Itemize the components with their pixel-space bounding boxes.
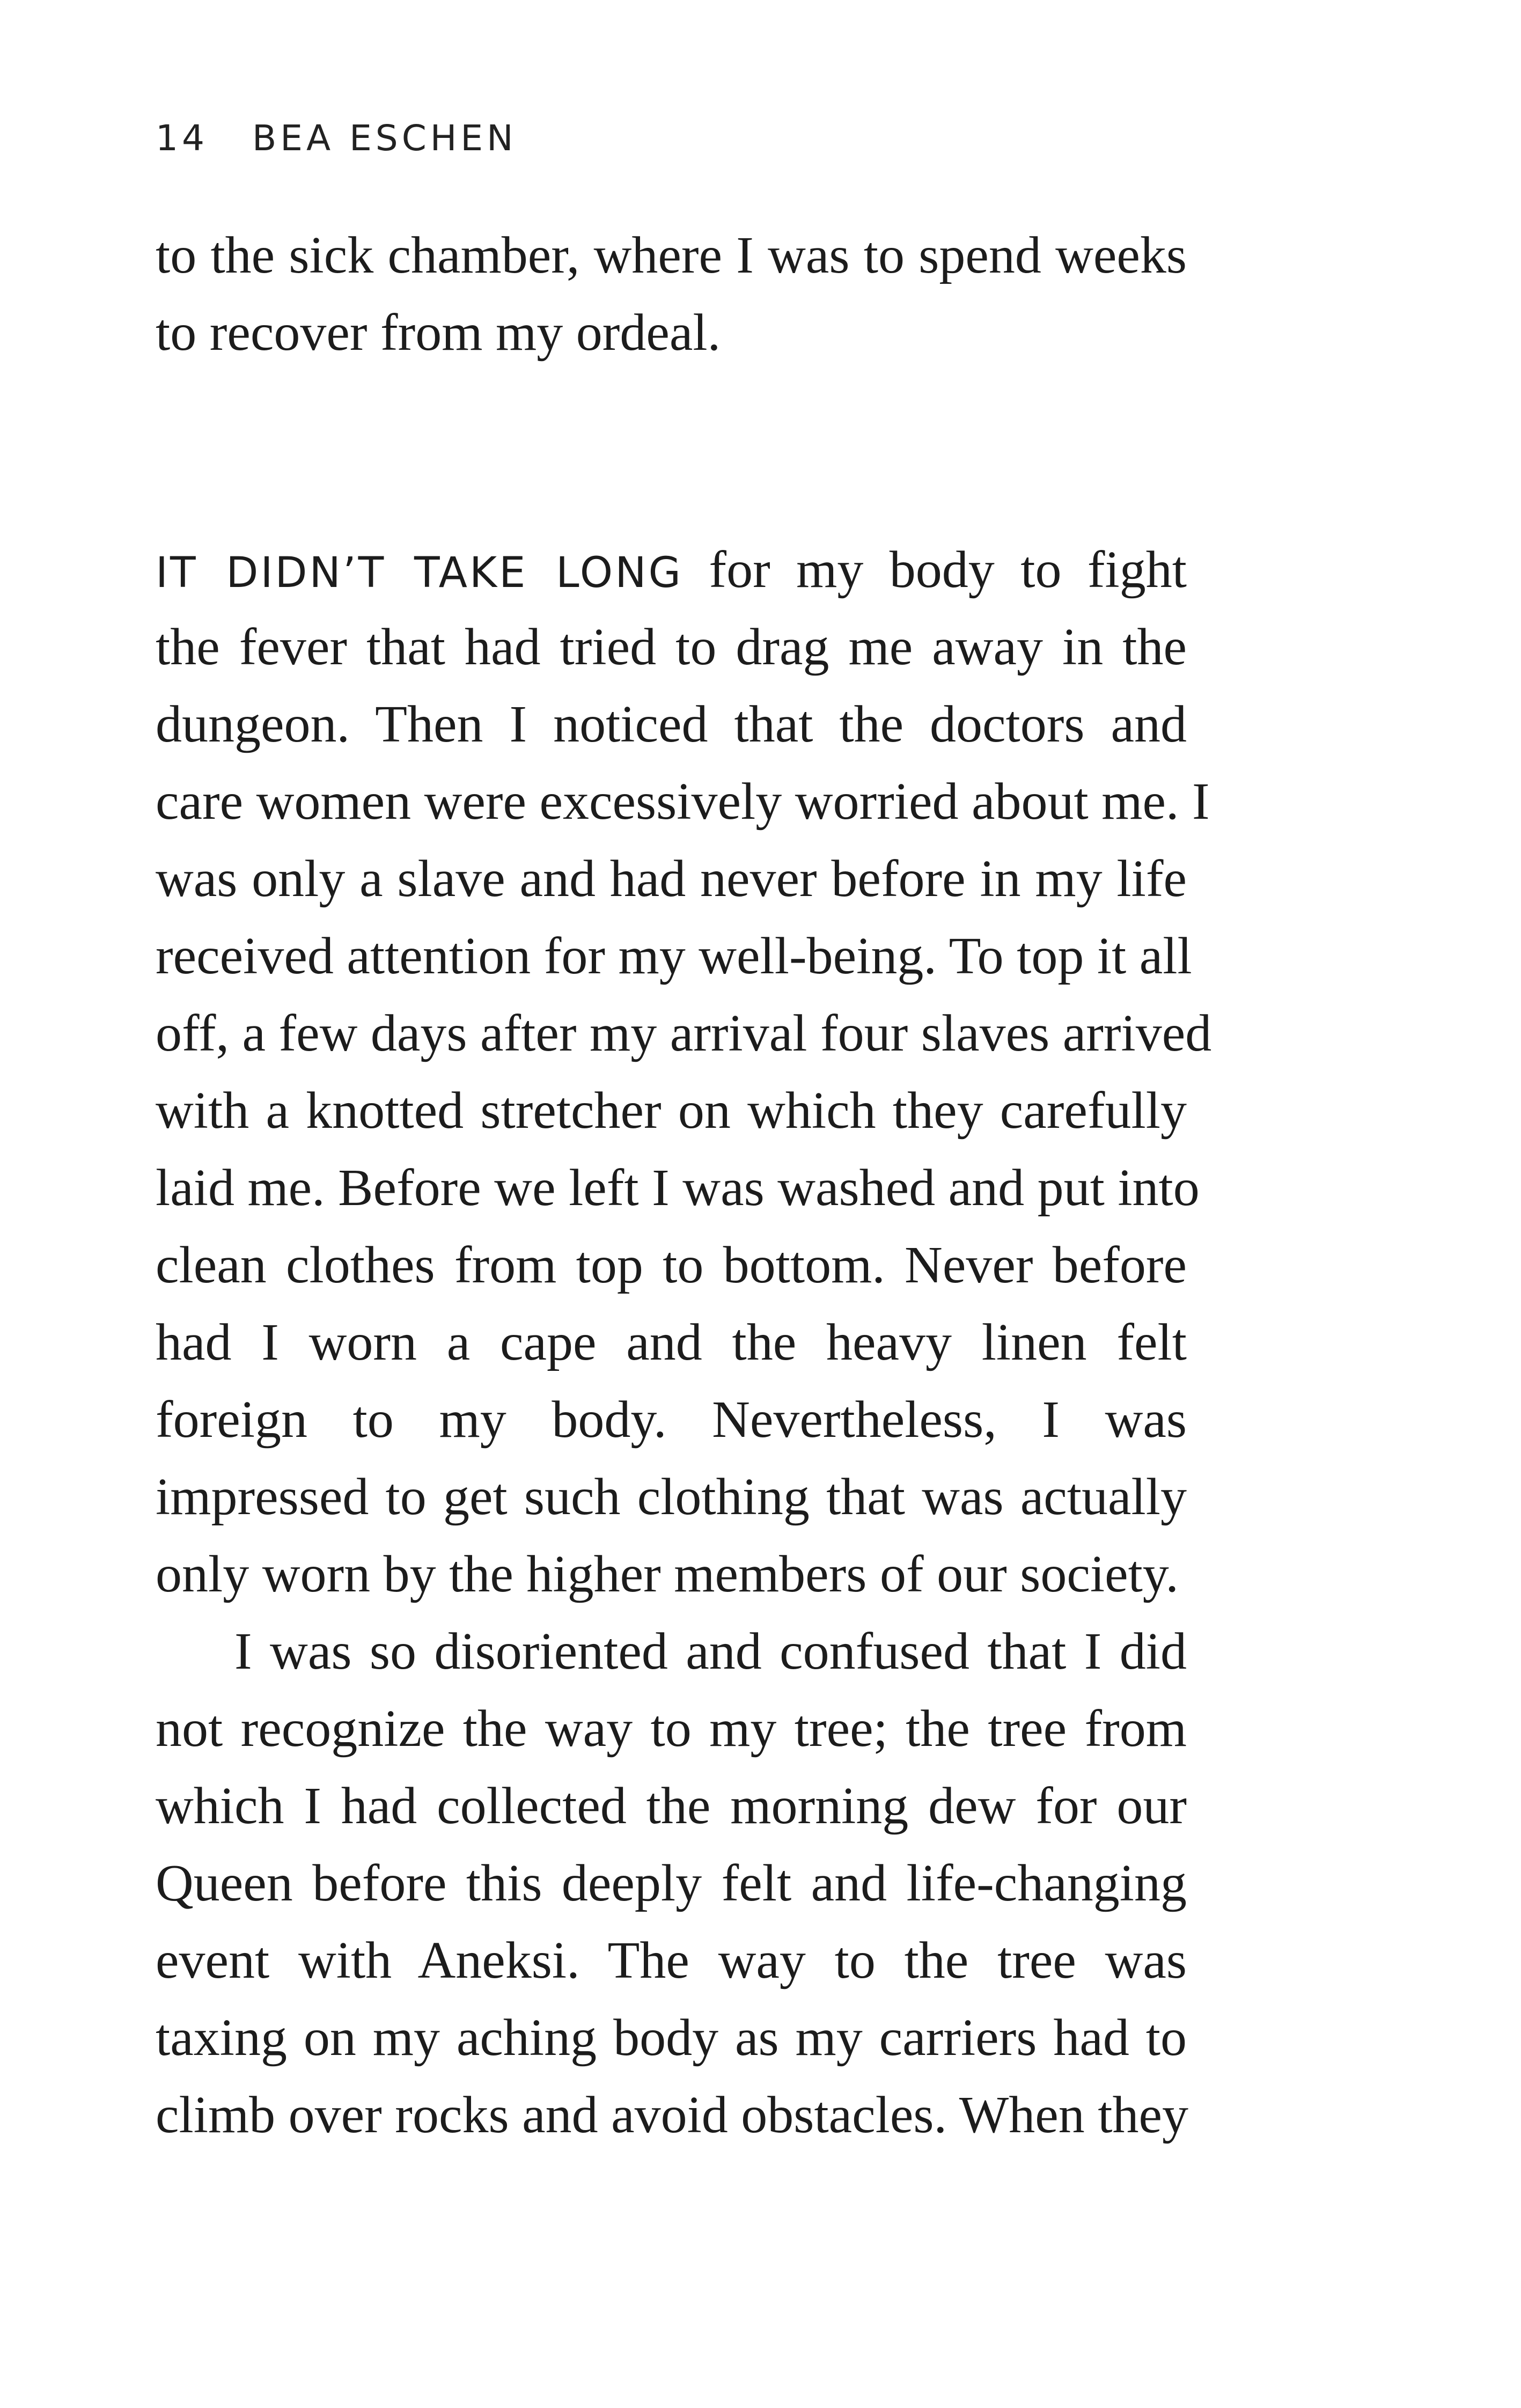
text-line: care women were excessively worried about me. I <box>156 773 1210 831</box>
text-line: clean clothes from top to bottom. Never before <box>156 1236 1187 1294</box>
text-line: with a knotted stretcher on which they carefully <box>156 1082 1187 1140</box>
opening-line-text: for my body to fight <box>683 541 1187 599</box>
opening-line <box>156 531 1187 608</box>
text-line: which I had collected the morning dew for our <box>156 1777 1187 1835</box>
text-line: foreign to my body. Nevertheless, I was <box>156 1391 1187 1449</box>
text-line: laid me. Before we left I was washed and put into <box>156 1159 1200 1217</box>
text-line: to recover from my ordeal. <box>156 304 721 362</box>
text-line: to the sick chamber, where I was to spend weeks <box>156 226 1187 284</box>
text-line: the fever that had tried to drag me away in the <box>156 618 1187 676</box>
running-head <box>156 118 517 159</box>
text-line: off, a few days after my arrival four slaves arrived <box>156 1004 1212 1062</box>
author-name: BEA ESCHEN <box>252 118 517 159</box>
text-line: climb over rocks and avoid obstacles. When they <box>156 2086 1188 2144</box>
text-line: not recognize the way to my tree; the tree from <box>156 1700 1187 1758</box>
continued-paragraph <box>156 217 1187 371</box>
text-line: taxing on my aching body as my carriers had to <box>156 2009 1187 2067</box>
text-line: dungeon. Then I noticed that the doctors and <box>156 695 1187 753</box>
text-line: I was so disoriented and confused that I did <box>234 1623 1187 1680</box>
text-line: Queen before this deeply felt and life-changing <box>156 1854 1187 1912</box>
section-lead-in: IT DIDN’T TAKE LONG <box>156 549 683 597</box>
text-line: impressed to get such clothing that was actually <box>156 1468 1187 1526</box>
text-line: event with Aneksi. The way to the tree was <box>156 1932 1187 1989</box>
text-line: received attention for my well-being. To top it all <box>156 927 1192 985</box>
text-line: only worn by the higher members of our society. <box>156 1545 1179 1603</box>
paragraph-1 <box>156 531 1212 1613</box>
paragraph-2 <box>156 1613 1187 2154</box>
text-line: had I worn a cape and the heavy linen felt <box>156 1313 1187 1371</box>
section-body <box>156 531 1212 2154</box>
text-line: was only a slave and had never before in my life <box>156 850 1187 908</box>
page-number: 14 <box>156 118 208 159</box>
